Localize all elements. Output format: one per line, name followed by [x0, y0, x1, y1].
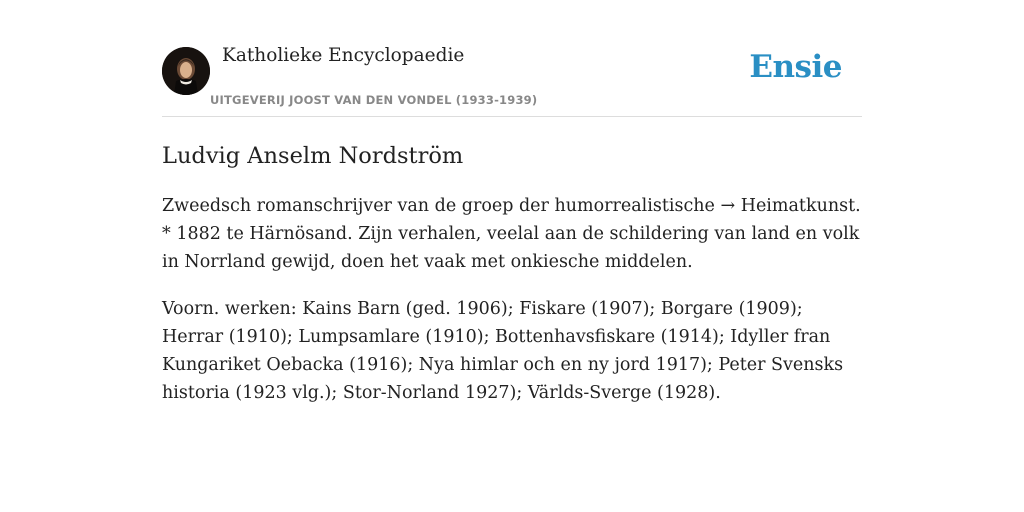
publisher-label: UITGEVERIJ JOOST VAN DEN VONDEL (1933-1939): [210, 93, 538, 107]
heimatkunst-link[interactable]: Heimatkunst: [740, 196, 856, 216]
site-header: [162, 0, 862, 117]
source-title[interactable]: Katholieke Encyclopaedie: [222, 45, 465, 66]
paragraph-1-text-end: . * 1882 te Härnösand. Zijn verhalen, veelal aan de schildering van land en volk in Norrland gewijd, doen het vaak met onkiesche middelen.: [162, 196, 861, 272]
article-title: Ludvig Anselm Nordström: [162, 143, 464, 169]
article-paragraph-2: Voorn. werken: Kains Barn (ged. 1906); Fiskare (1907); Borgare (1909); Herrar (1910); Lumpsamlare (1910); Bottenhavsfiskare (1914); Idyller fran Kungariket Oebacka (1916); Nya himlar och en ny jord 1917); Peter Svensks historia (1923 vlg.); Stor-Norland 1927); Världs-Sverge (1928).: [162, 299, 844, 403]
arrow-right-icon: →: [720, 196, 736, 216]
article-paragraph-1: [162, 192, 862, 276]
brand-logo[interactable]: Ensie: [749, 49, 842, 85]
portrait-avatar-icon: [162, 47, 210, 95]
page: [162, 0, 862, 407]
avatar[interactable]: [162, 47, 210, 95]
paragraph-1-text-start: Zweedsch romanschrijver van de groep der humorrealistische: [162, 196, 721, 216]
